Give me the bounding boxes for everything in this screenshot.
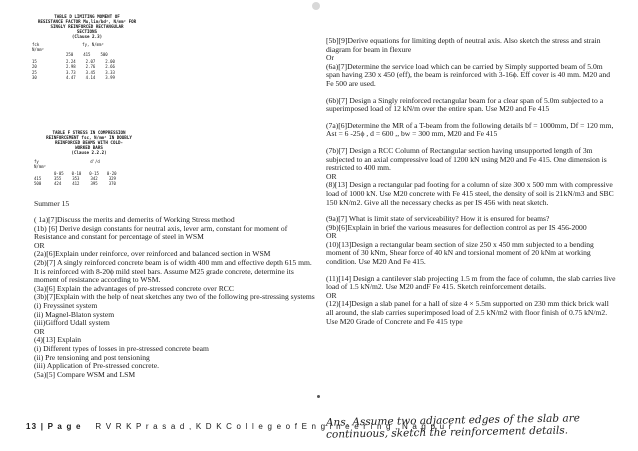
question-item: (3a)[6] Explain the advantages of pre-stressed concrete over RCC bbox=[34, 283, 234, 293]
table1-col-values: 250 415 500 bbox=[66, 52, 108, 57]
table-row: 2.98 2.76 2.66 bbox=[66, 64, 115, 70]
question-item: OR bbox=[34, 240, 45, 250]
question-item: (6a)[7]Determine the service load which can be carried by Simply supported beam of 5.0m span having 230 x 450 (eff), the beam is reinforced with 3-16ϕ. Eff cover is 40 mm. M20 and Fe 500 are used. bbox=[326, 61, 610, 88]
page-number: 13 | P a g e bbox=[26, 422, 82, 431]
ink-dot bbox=[317, 395, 320, 398]
question-item: (i) Different types of losses in pre-stressed concrete beam bbox=[34, 343, 209, 353]
punch-hole bbox=[312, 2, 320, 10]
question-item: OR bbox=[326, 231, 337, 241]
table1-title: TABLE D LIMITING MOMENT OF RESISTANCE FACTOR Mu,lim/bd², N/mm² FOR SINGLY REINFORCED RECTANGULAR SECTIONS (Clause 2.3) bbox=[37, 14, 137, 39]
table1-grid bbox=[66, 52, 142, 57]
question-item: (2a)[6]Explain under reinforce, over reinforced and balanced section in WSM bbox=[34, 249, 271, 259]
table1-row-header: fck N/mm² bbox=[32, 42, 45, 52]
question-item: (11)[14] Design a cantilever slab projecting 1.5 m from the face of column, the slab carries live load of 1.5 kN/m2. Use M20 andF Fe 415. Sketch reinforcement details. bbox=[326, 273, 616, 292]
table1-col-header: fy, N/mm² bbox=[82, 42, 104, 47]
question-item: ( 1a)[7]Discuss the merits and demerits of Working Stress method bbox=[34, 215, 235, 224]
table2-title: TABLE F STRESS IN COMPRESSION REINFORCEMENT fsc, N/mm² IN DOUBLY REINFORCED BEAMS WITH COLD- WORKED BARS (Clause 2.2.2) bbox=[46, 130, 132, 155]
table-row: 2.24 2.07 2.00 bbox=[66, 59, 115, 65]
question-item: (i) Freyssinet system bbox=[34, 300, 98, 310]
table-row: 424 412 395 370 bbox=[54, 181, 116, 187]
question-item: (7b)[7] Design a RCC Column of Rectangular section having unsupported length of 3m subjected to an axial compressive load of 1200 kN using M20 and Fe 415. One dimension is restricted to 400 mm. bbox=[326, 145, 607, 173]
question-item: (1b) [6] Derive design constants for neutral axis, lever arm, constant for moment of Resistance and constant for percentage of steel in WSM bbox=[34, 223, 288, 242]
question-item: (7a)[6]Determine the MR of a T-beam from the following details bf = 1000mm, Df = 120 mm, Ast = 6 -25ϕ , d = 600 ,, bw = 300 mm, M20 and Fe 415 bbox=[326, 120, 614, 139]
question-item: (8)[13] Design a rectangular pad footing for a column of size 300 x 500 mm with compressive load of 1000 kN. Use M20 concrete with Fe 415 steel, the density of soil is 21kN/m3 and SBC 150 kN/m2. Give all the necessary checks as per IS 456 with neat sketch. bbox=[326, 180, 614, 207]
table2-col-header: d'/d bbox=[90, 159, 100, 164]
question-item: OR bbox=[34, 326, 45, 336]
question-item: (ii) Magnel-Blaton system bbox=[34, 309, 115, 319]
question-item: (10)[13]Design a rectangular beam section of size 250 x 450 mm subjected to a bending moment of 30 kNm, Shear force of 40 kN and torsional moment of 20 kNm at working condition. Use M20 And Fe 415. bbox=[326, 239, 594, 267]
question-item: OR bbox=[326, 171, 337, 181]
question-item: (4)[13] Explain bbox=[34, 335, 82, 345]
table-row: 355 353 342 329 bbox=[54, 176, 116, 182]
question-item: (9b)[6]Explain in brief the various measures for deflection control as per IS 456-2000 bbox=[326, 222, 587, 232]
table2-fy-column: 415 500 bbox=[34, 176, 42, 187]
table2-values bbox=[54, 171, 117, 187]
question-item: (ii) Pre tensioning and post tensioning bbox=[34, 352, 150, 362]
question-item: (iii)Gifford Udall system bbox=[34, 318, 110, 328]
table-row: 3.73 3.45 3.33 bbox=[66, 69, 115, 75]
table-row: 4.47 4.14 3.99 bbox=[66, 74, 115, 80]
question-item: (2b)[7] A singly reinforced concrete beam is of width 400 mm and effective depth 615 mm. It is reinforced with 8-20ϕ mild steel bars. Assume M25 grade concrete, determine its moment of resistance according to WSM. bbox=[34, 257, 312, 285]
handwritten-note: Ans. Assume two adjacent edges of the slab are continuous, sketch the reinforcement details. bbox=[325, 412, 581, 441]
question-item: (3b)[7]Explain with the help of neat sketches any two of the following pre-stressing systems bbox=[34, 292, 315, 302]
question-item: [5b][9]Derive equations for limiting depth of neutral axis. Also sketch the stress and strain diagram for beam in flexure bbox=[326, 36, 601, 54]
question-item: (iii) Application of Pre-stressed concrete. bbox=[34, 361, 160, 371]
left-question-list bbox=[34, 216, 316, 379]
question-item: (12)[14]Design a slab panel for a hall of size 4 × 5.5m supported on 230 mm thick brick wall all around, the slab carries superimposed load of 2.5 kN/m2 with floor finish of 0.75 kN/m2. Use M20 Grade of Concrete and Fe 415 type bbox=[326, 299, 609, 326]
question-item: OR bbox=[326, 290, 337, 300]
table-limiting-moment bbox=[32, 14, 142, 80]
table-stress-compression bbox=[34, 130, 144, 187]
table2-row-header: fy N/mm² bbox=[34, 159, 47, 169]
footer-author: R V R K P r a s a d , K D K C o l l e g e o f E n g i n e e r i n g , N a g p u r bbox=[95, 422, 453, 431]
question-item: (6b)[7] Design a Singly reinforced rectangular beam for a clear span of 5.0m subjected to a superimposed load of 12 kN/m over the entire span. Use M20 and Fe 415 bbox=[326, 95, 604, 114]
table1-values bbox=[66, 59, 115, 80]
table1-fck-column: 15 20 25 30 bbox=[32, 59, 37, 80]
table2-col-values: 0·05 0·10 0·15 0·20 bbox=[54, 171, 117, 176]
right-question-list bbox=[326, 37, 616, 326]
section-heading: Summer 15 bbox=[34, 199, 70, 208]
question-item: Or bbox=[326, 53, 335, 63]
question-item: (5a)[5] Compare WSM and LSM bbox=[34, 369, 136, 379]
question-item: (9a)[7] What is limit state of serviceability? How it is ensured for beams? bbox=[326, 214, 550, 224]
